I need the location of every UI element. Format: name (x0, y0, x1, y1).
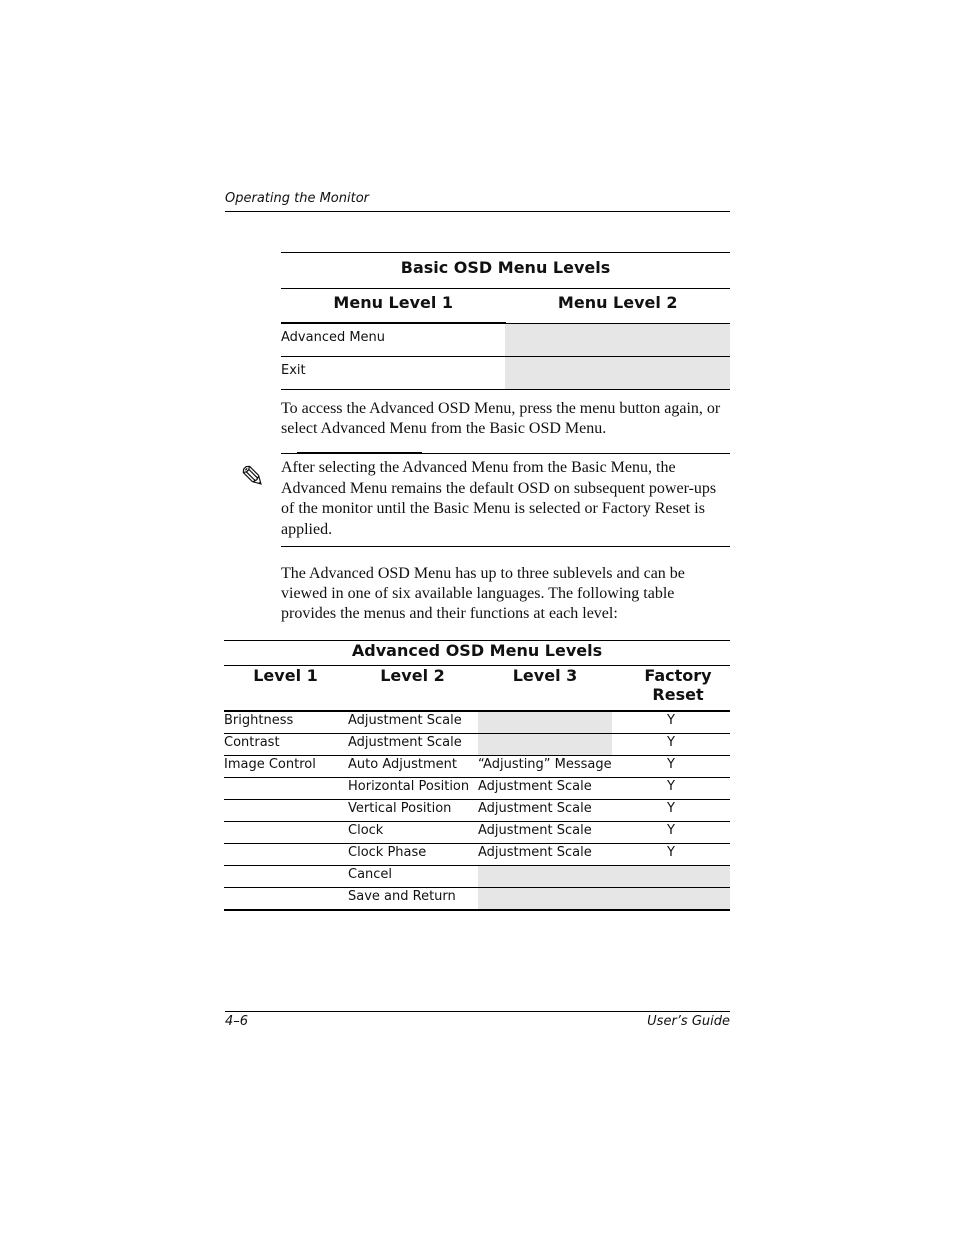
table-title: Advanced OSD Menu Levels (224, 641, 730, 666)
basic-osd-table (281, 252, 730, 390)
table-row (224, 888, 730, 911)
cell-level-1 (224, 778, 347, 799)
cell-factory-reset-empty (612, 866, 730, 887)
table-title: Basic OSD Menu Levels (281, 253, 730, 289)
cell-level-1: Advanced Menu (281, 330, 386, 345)
cell-level-2: Vertical Position (348, 801, 452, 816)
table-header-row (281, 289, 730, 324)
note-text: After selecting the Advanced Menu from the Basic Menu, the Advanced Menu remains the default OSD on subsequent power-ups of the monitor until the Basic Menu is selected or Factory Reset is applied. (281, 459, 717, 538)
cell-level-1: Brightness (224, 713, 294, 728)
column-header-menu-level-1: Menu Level 1 (281, 289, 506, 324)
running-header: Operating the Monitor (225, 191, 370, 206)
cell-level-2: Clock Phase (348, 845, 427, 860)
cell-level-2: Horizontal Position (348, 779, 470, 794)
cell-level-2: Save and Return (348, 889, 456, 904)
note-bottom-rule (281, 546, 730, 547)
cell-factory-reset: Y (667, 801, 675, 816)
cell-level-3: Adjustment Scale (478, 801, 592, 816)
cell-level-3: Adjustment Scale (478, 823, 592, 838)
column-header-level-2: Level 2 (380, 666, 445, 685)
table-row (224, 844, 730, 866)
cell-level-2: Cancel (348, 867, 393, 882)
paragraph-access-advanced: To access the Advanced OSD Menu, press the menu button again, or select Advanced Menu from the Basic OSD Menu. (281, 400, 721, 437)
table-header-row (224, 666, 730, 712)
cell-factory-reset-empty (612, 888, 730, 909)
footer-title: User’s Guide (647, 1014, 730, 1029)
column-header-factory-reset: Factory Reset (644, 666, 712, 704)
cell-level-3: Adjustment Scale (478, 845, 592, 860)
cell-level-1 (224, 800, 347, 821)
advanced-osd-table (224, 640, 730, 911)
cell-level-2-empty (505, 324, 730, 356)
cell-level-2: Clock (348, 823, 384, 838)
cell-level-2: Auto Adjustment (348, 757, 457, 772)
cell-level-2: Adjustment Scale (348, 713, 462, 728)
cell-level-1: Contrast (224, 735, 280, 750)
table-row (224, 866, 730, 888)
cell-level-3-empty (478, 866, 612, 887)
column-header-menu-level-2: Menu Level 2 (506, 289, 731, 324)
table-row (224, 756, 730, 778)
column-header-level-1: Level 1 (253, 666, 318, 685)
cell-level-3: Adjustment Scale (478, 779, 592, 794)
cell-factory-reset: Y (667, 757, 675, 772)
cell-level-2: Adjustment Scale (348, 735, 462, 750)
cell-factory-reset: Y (667, 735, 675, 750)
cell-level-1 (224, 866, 347, 887)
cell-factory-reset: Y (667, 713, 675, 728)
paragraph-advanced-description: The Advanced OSD Menu has up to three sublevels and can be viewed in one of six available languages. The following table provides the menus and their functions at each level: (281, 565, 685, 622)
cell-level-3: “Adjusting” Message (478, 757, 612, 772)
cell-level-2-empty (505, 357, 730, 389)
column-header-level-3: Level 3 (512, 666, 578, 685)
table-row (224, 800, 730, 822)
cell-level-1 (224, 844, 347, 865)
pencil-icon: ✎ (240, 460, 266, 495)
note-top-rule-accent (297, 452, 422, 454)
cell-factory-reset: Y (667, 779, 675, 794)
cell-factory-reset: Y (667, 823, 675, 838)
table-row (281, 324, 730, 357)
page-number: 4–6 (225, 1014, 249, 1029)
cell-level-3-empty (478, 888, 612, 909)
cell-level-1 (224, 822, 347, 843)
cell-factory-reset: Y (667, 845, 675, 860)
footer-rule (225, 1011, 730, 1012)
table-row (224, 822, 730, 844)
cell-level-1: Exit (281, 363, 306, 378)
cell-level-3-empty (478, 734, 612, 755)
cell-level-1: Image Control (224, 757, 316, 772)
cell-level-1 (224, 888, 347, 909)
table-row (224, 778, 730, 800)
table-row (224, 712, 730, 734)
cell-level-3-empty (478, 712, 612, 733)
header-rule (225, 211, 730, 212)
table-row (281, 357, 730, 390)
table-row (224, 734, 730, 756)
